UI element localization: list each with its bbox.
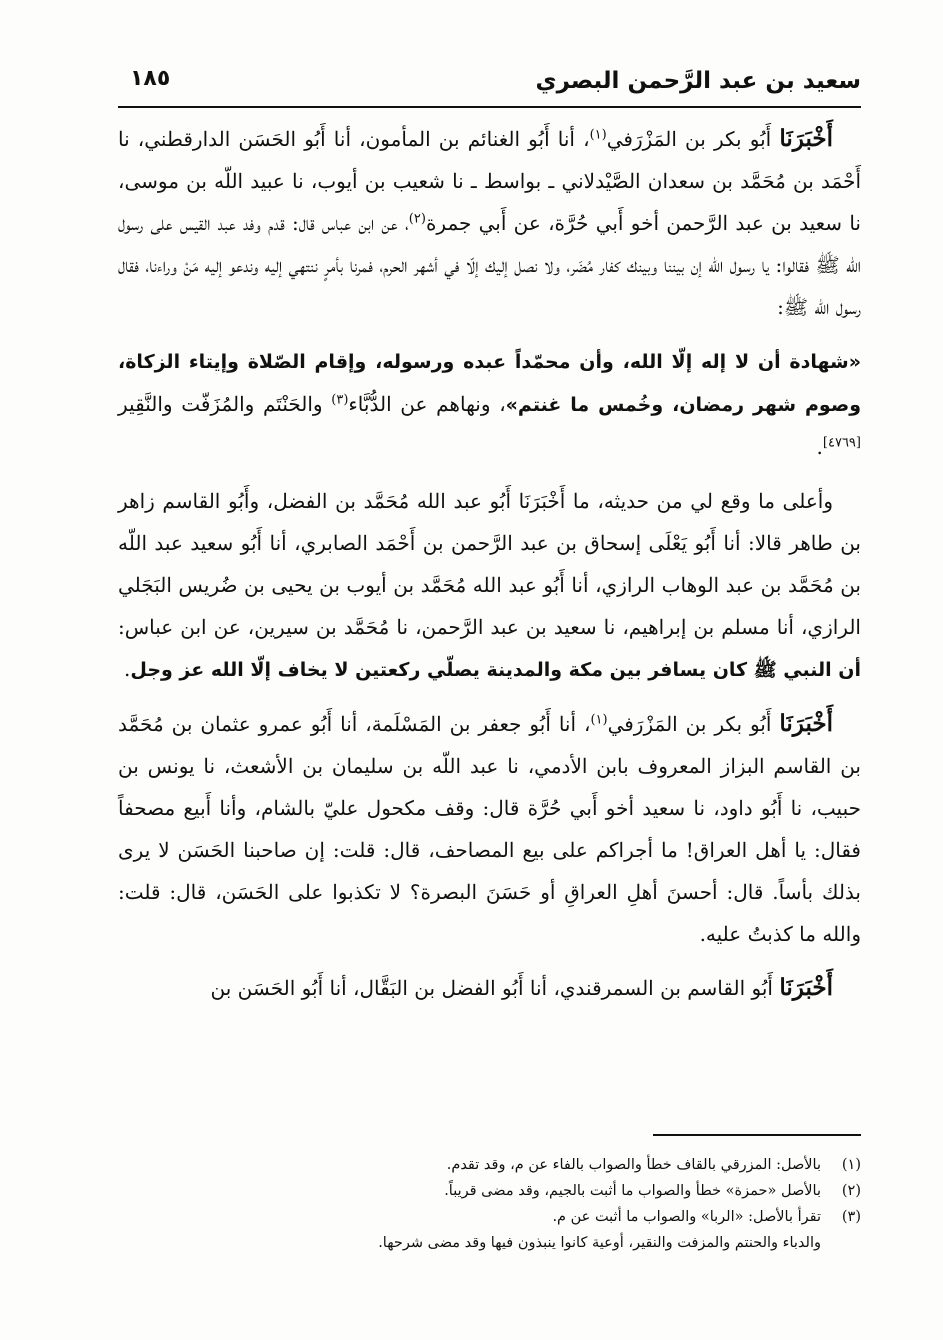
text-run: ، أنا أَبُو الغنائم بن المأمون، أنا أَبُو الحَسَن الدارقطني، نا أَحْمَد بن مُحَمَّد بن سعدان الصَّيْدلاني ـ بواسط ـ نا شعيب بن أيوب، نا عبيد اللّه بن موسى، نا سعيد بن عبد الرَّحمن أخو أَبي حُرَّة، عن أَبي جمرة bbox=[118, 127, 861, 235]
text-run: والحَنْتَم والمُزَفّت والنَّقِير bbox=[118, 392, 332, 416]
text-run: ، عن ابن عباس قال: قدم وفد عبد القيس على رسول الله ﷺ فقالوا: يا رسول الله إن بيننا وبينك كفار مُضَر، ولا نصل إليك إلّا في أشهر الحرم، فمرنا بأمرٍ ننتهي إليه وندعو إليه مَنْ وراءنا، فقال رسول الله ﷺ: bbox=[118, 211, 861, 319]
footnote-ref[interactable]: (١) bbox=[590, 712, 608, 728]
footnote-text: بالأصل «حمزة» خطأ والصواب ما أثبت بالجيم، وقد مضى قريباً. bbox=[444, 1183, 821, 1199]
footnote-continuation bbox=[240, 1230, 861, 1256]
text-run: ، ونهاهم عن الدُّبَّاء bbox=[348, 392, 506, 416]
hadith-text: «شهادة أن لا إله إلّا الله، وأن محمّداً عبده ورسوله، وإقام الصّلاة وإيتاء الزكاة، وصوم شهر رمضان، وخُمس ما غنتم» bbox=[118, 351, 862, 416]
main-text bbox=[118, 118, 861, 1021]
text-run: أَبُو بكر بن المَزْرَفي bbox=[606, 127, 780, 151]
text-run: أَبُو القاسم بن السمرقندي، أنا أَبُو الفضل بن البَقَّال، أنا أَبُو الحَسَن بن bbox=[210, 976, 780, 1000]
running-title: سعيد بن عبد الرَّحمن البصري bbox=[535, 68, 861, 94]
footnote-number: (٢) bbox=[841, 1183, 861, 1199]
page-number: ١٨٥ bbox=[130, 66, 171, 91]
page-header bbox=[118, 62, 861, 108]
paragraph-3 bbox=[118, 480, 861, 691]
footnote-ref[interactable]: (٢) bbox=[408, 211, 426, 227]
paragraph-2 bbox=[118, 340, 861, 468]
footnote-number: (٣) bbox=[841, 1209, 861, 1225]
footnote-item bbox=[240, 1178, 861, 1204]
lead-word: أَخْبَرَنَا bbox=[779, 125, 833, 152]
footnote-divider bbox=[653, 1134, 861, 1136]
paragraph-4 bbox=[118, 703, 861, 955]
footnotes bbox=[240, 1152, 861, 1256]
hadith-number: [٤٧٦٩] bbox=[822, 435, 861, 451]
paragraph-1 bbox=[118, 118, 861, 328]
hadith-text: أن النبي ﷺ كان يسافر بين مكة والمدينة يصلّي ركعتين لا يخاف إلّا الله عز وجل bbox=[130, 659, 861, 681]
lead-word: أَخْبَرَنَا bbox=[779, 974, 833, 1001]
paragraph-5 bbox=[118, 967, 861, 1009]
footnote-text: تقرأ بالأصل: «الربا» والصواب ما أثبت عن م. bbox=[552, 1209, 821, 1225]
footnote-item bbox=[240, 1204, 861, 1230]
text-run: . bbox=[816, 435, 823, 459]
footnote-number: (١) bbox=[841, 1157, 861, 1173]
text-run: . bbox=[124, 657, 131, 681]
text-run: وأعلى ما وقع لي من حديثه، ما أَخْبَرَنَا أَبُو عبد الله مُحَمَّد بن الفضل، وأَبُو القاسم زاهر بن طاهر قالا: أنا أَبُو يَعْلَى إسحاق بن عبد الرَّحمن بن أَحْمَد الصابري، أنا أَبُو سعيد عبد اللّه بن مُحَمَّد بن عبد الوهاب الرازي، أنا أَبُو عبد الله مُحَمَّد بن أيوب بن يحيى بن ضُريس البَجَلي الرازي، أنا مسلم بن إبراهيم، نا سعيد بن عبد الرَّحمن، نا مُحَمَّد بن سيرين، عن ابن عباس: bbox=[118, 489, 861, 639]
footnote-item bbox=[240, 1152, 861, 1178]
footnote-ref[interactable]: (١) bbox=[589, 127, 607, 143]
footnote-ref[interactable]: (٣) bbox=[331, 392, 349, 408]
lead-word: أَخْبَرَنَا bbox=[779, 710, 834, 737]
text-run: ، أنا أَبُو جعفر بن المَسْلَمة، أنا أَبُو عمرو عثمان بن مُحَمَّد بن القاسم البزاز المعروف بابن الأدمي، نا عبد اللّه بن سليمان بن الأشعث، نا يونس بن حبيب، نا أَبُو داود، نا سعيد أخو أَبي حُرَّة قال: وقف مكحول عليّ بالشام، وأنا أَبيع مصحفاً فقال: يا أهل العراق! ما أجراكم على بيع المصاحف، قال: قلت: إن صاحبنا الحَسَن لا يرى بذلك بأساً. قال: أحسنَ أهلِ العراقِ أو حَسَنَ البصرة؟ لا تكذبوا على الحَسَن، قال: قلت: والله ما كذبتُ عليه. bbox=[118, 712, 861, 946]
text-run: أَبُو بكر بن المَزْرَفي bbox=[607, 712, 780, 736]
footnote-text: بالأصل: المزرقي بالقاف خطأ والصواب بالفاء عن م، وقد تقدم. bbox=[446, 1157, 821, 1173]
footnote-text: والدباء والحنتم والمزفت والنقير، أوعية كانوا ينبذون فيها وقد مضى شرحها. bbox=[378, 1235, 821, 1251]
